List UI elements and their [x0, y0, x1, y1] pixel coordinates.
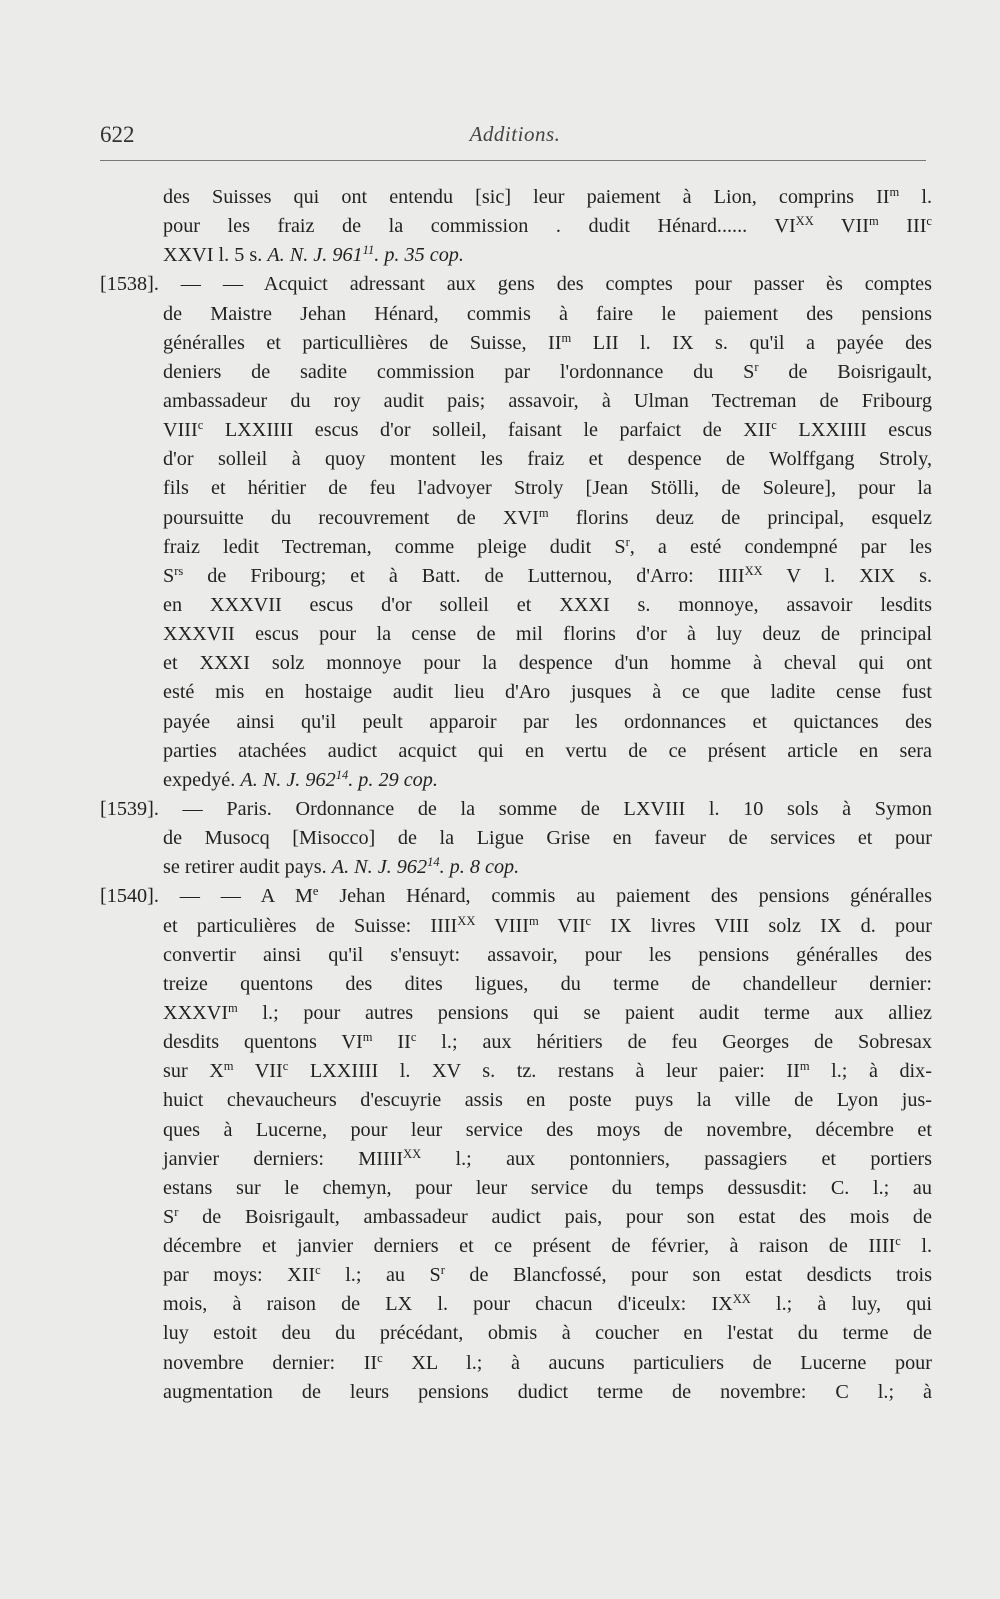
- text-line: XXVI l. 5 s. A. N. J. $961^{11}$. p. 35 cop.: [163, 243, 464, 267]
- text-line: et XXXI solz monnoye pour la despence d'un homme à cheval qui ont: [163, 652, 932, 675]
- text-line: décembre et janvier derniers et ce présent de février, à raison de IIII$^c$ l.: [163, 1234, 932, 1258]
- text-line: se retirer audit pays. A. N. J. $962^{14}$. p. 8 cop.: [163, 855, 520, 879]
- text-line: novembre dernier: $II^c$ XL l.; à aucuns particuliers de Lucerne pour: [163, 1350, 932, 1374]
- header-rule: [100, 160, 926, 161]
- text-line: $S^{rs}$ de Fribourg; et à Batt. de Lutternou, d'Arro: $IIII^{XX}$ V l. XIX s.: [163, 563, 932, 587]
- text-line: par moys: XII$^c$ l.; au $S^r$ de Blancfossé, pour son estat desdicts trois: [163, 1263, 932, 1287]
- text-line: [1538]. — — Acquict adressant aux gens des comptes pour passer ès comptes: [100, 273, 932, 296]
- text-line: convertir ainsi qu'il s'ensuyt: assavoir, pour les pensions généralles des: [163, 943, 932, 966]
- body-text: [100, 183, 932, 1407]
- text-line: XXXVI$^m$ l.; pour autres pensions qui se paient audit terme aux alliez: [163, 1001, 932, 1024]
- text-line: expedyé. A. N. J. $962^{14}$. p. 29 cop.: [163, 767, 438, 791]
- text-line: fraiz ledit Tectreman, comme pleige dudit $S^r$, a esté condempné par les: [163, 534, 932, 558]
- text-line: deniers de sadite commission par l'ordonnance du $S^r$ de Boisrigault,: [163, 359, 932, 383]
- text-line: luy estoit deu du précédant, obmis à coucher en l'estat du terme de: [163, 1322, 932, 1345]
- text-line: de Maistre Jehan Hénard, commis à faire le paiement des pensions: [163, 302, 932, 325]
- text-line: et particulières de Suisse: $IIII^{XX}$ VIII$^m$ VII$^c$ IX livres VIII solz IX d. pour: [163, 913, 932, 937]
- text-line: pour les fraiz de la commission . dudit Hénard...... $VI^{XX}$ VII$^m$ III$^c$: [163, 214, 932, 238]
- text-line: ques à Lucerne, pour leur service des moys de novembre, décembre et: [163, 1118, 932, 1141]
- text-line: ambassadeur du roy audit pais; assavoir, à Ulman Tectreman de Fribourg: [163, 389, 932, 412]
- text-line: fils et héritier de feu l'advoyer Stroly [Jean Stölli, de Soleure], pour la: [163, 477, 932, 500]
- text-line: généralles et particullières de Suisse, $II^m$ LII l. IX s. qu'il a payée des: [163, 330, 932, 354]
- text-line: estans sur le chemyn, pour leur service du temps dessusdit: C. l.; au: [163, 1176, 932, 1199]
- text-line: VIII$^c$ LXXIIII escus d'or solleil, faisant le parfaict de XII$^c$ LXXIIII escus: [163, 418, 932, 442]
- text-line: de Musocq [Misocco] de la Ligue Grise en faveur de services et pour: [163, 827, 932, 850]
- text-line: parties atachées audict acquict qui en vertu de ce présent article en sera: [163, 739, 932, 762]
- text-line: esté mis en hostaige audit lieu d'Aro jusques à ce que ladite cense fust: [163, 681, 932, 704]
- text-line: [1540]. — — A Me Jehan Hénard, commis au paiement des pensions généralles: [100, 884, 932, 908]
- text-line: desdits quentons $VI^m$ $II^c$ l.; aux héritiers de feu Georges de Sobresax: [163, 1030, 932, 1054]
- text-line: payée ainsi qu'il peult apparoir par les ordonnances et quictances des: [163, 710, 932, 733]
- running-title: Additions.: [469, 122, 561, 146]
- text-line: des Suisses qui ont entendu [sic] leur paiement à Lion, comprins $II^m$ l.: [163, 185, 932, 208]
- text-line: $S^r$ de Boisrigault, ambassadeur audict pais, pour son estat des mois de: [163, 1205, 932, 1228]
- text-line: [1539]. — Paris. Ordonnance de la somme de LXVIII l. 10 sols à Symon: [100, 797, 932, 820]
- page-number: 622: [100, 122, 135, 147]
- text-line: augmentation de leurs pensions dudict terme de novembre: C l.; à: [163, 1380, 932, 1403]
- text-line: en XXXVII escus d'or solleil et XXXI s. monnoye, assavoir lesdits: [163, 593, 932, 616]
- text-line: sur $X^m$ VII$^c$ LXXIIII l. XV s. tz. restans à leur paier: $II^m$ l.; à dix-: [163, 1059, 932, 1083]
- text-line: XXXVII escus pour la cense de mil florins d'or à luy deuz de principal: [163, 623, 932, 646]
- text-line: mois, à raison de LX l. pour chacun d'iceulx: $IX^{XX}$ l.; à luy, qui: [163, 1292, 932, 1316]
- text-line: treize quentons des dites ligues, du terme de chandelleur dernier:: [163, 972, 932, 995]
- text-line: d'or solleil à quoy montent les fraiz et despence de Wolffgang Stroly,: [163, 448, 932, 471]
- page-header: [100, 122, 930, 162]
- text-line: huict chevaucheurs d'escuyrie assis en poste puys la ville de Lyon jus-: [163, 1089, 932, 1112]
- text-line: janvier derniers: $MIIII^{XX}$ l.; aux pontonniers, passagiers et portiers: [163, 1146, 932, 1170]
- text-line: poursuitte du recouvrement de XVI$^m$ florins deuz de principal, esquelz: [163, 505, 932, 529]
